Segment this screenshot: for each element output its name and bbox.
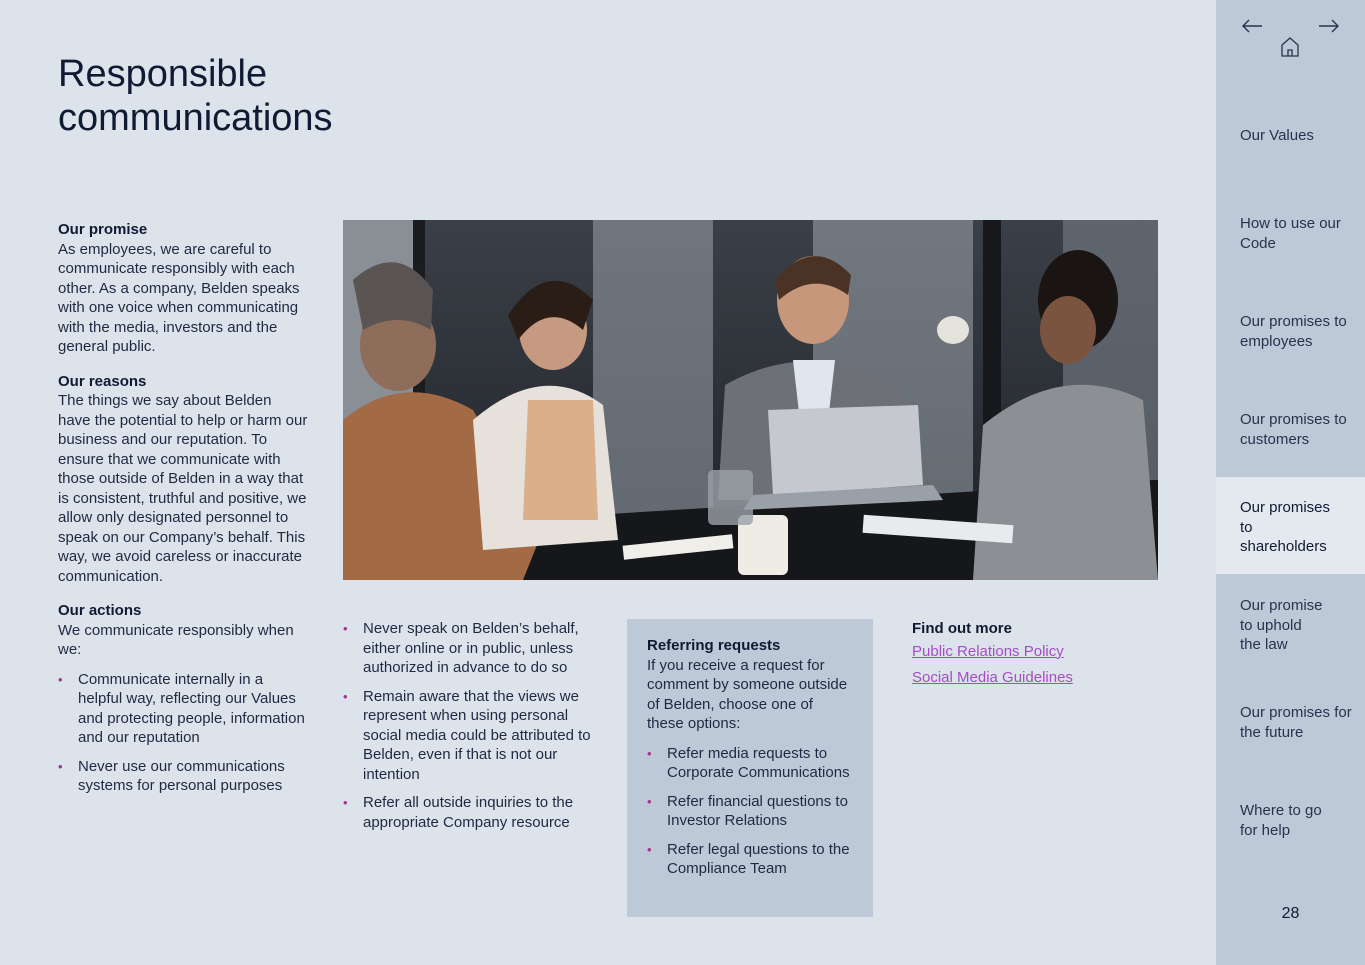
sidebar-item-employees[interactable]: Our promises to employees <box>1240 313 1347 350</box>
meeting-photo-illustration <box>343 220 1158 580</box>
list-item: • Refer financial questions to Investor Relations <box>647 792 853 831</box>
left-column <box>58 220 308 805</box>
arrow-left-icon[interactable] <box>1240 18 1264 34</box>
middle-column <box>343 619 598 841</box>
actions-heading: Our actions <box>58 602 142 619</box>
actions-list <box>58 670 308 796</box>
list-item: • Refer all outside inquiries to the appropriate Company resource <box>343 793 598 832</box>
sidebar <box>1216 0 1365 965</box>
reasons-text: The things we say about Belden have the potential to help or harm our business and our reputation. To ensure that we communicate with those outside of Belden in a way that is consistent, truthful and positive, we allow only designated personnel to speak on our Company’s behalf. This way, we avoid careless or inaccurate communication. <box>58 392 308 585</box>
sidebar-item-customers[interactable]: Our promises to customers <box>1240 411 1347 448</box>
actions-list-continued <box>343 619 598 832</box>
list-item: • Remain aware that the views we represent when using personal social media could be attributed to Belden, even if that is not our intention <box>343 687 598 785</box>
sidebar-item-our-values[interactable]: Our Values <box>1240 127 1314 144</box>
promise-text: As employees, we are careful to communicate responsibly with each other. As a company, Belden speaks with one voice when communicating with the media, investors and the general public. <box>58 240 300 355</box>
arrow-right-icon[interactable] <box>1317 18 1341 34</box>
sidebar-item-how-to-use[interactable]: How to use our Code <box>1240 215 1341 252</box>
referring-heading: Referring requests <box>647 637 781 654</box>
list-item: • Refer legal questions to the Compliance Team <box>647 840 853 879</box>
find-out-more <box>912 619 1142 688</box>
home-icon[interactable] <box>1280 36 1300 58</box>
public-relations-policy-link[interactable]: Public Relations Policy <box>912 642 1064 660</box>
list-item: • Never speak on Belden’s behalf, either online or in public, unless authorized in advance to do so <box>343 619 598 678</box>
list-item: • Refer media requests to Corporate Communications <box>647 744 853 783</box>
social-media-guidelines-link[interactable]: Social Media Guidelines <box>912 668 1073 686</box>
page-number: 28 <box>1281 905 1300 922</box>
list-item: • Communicate internally in a helpful way, reflecting our Values and protecting people, information and our reputation <box>58 670 308 748</box>
page-title: Responsible communications <box>58 53 333 139</box>
referring-intro: If you receive a request for comment by someone outside of Belden, choose one of these options: <box>647 656 848 732</box>
sidebar-item-uphold-law[interactable]: Our promise to uphold the law <box>1240 597 1323 653</box>
meeting-photo <box>343 220 1158 580</box>
referring-requests-box <box>627 619 873 917</box>
referring-list <box>647 744 853 879</box>
sidebar-item-shareholders[interactable]: Our promises to shareholders <box>1216 477 1365 574</box>
sidebar-item-future[interactable]: Our promises for the future <box>1240 704 1352 741</box>
reasons-heading: Our reasons <box>58 372 147 390</box>
find-out-more-heading: Find out more <box>912 620 1012 637</box>
promise-heading: Our promise <box>58 221 148 238</box>
actions-intro: We communicate responsibly when we: <box>58 621 294 658</box>
sidebar-item-help[interactable]: Where to go for help <box>1240 802 1322 839</box>
list-item: • Never use our communications systems for personal purposes <box>58 757 308 796</box>
